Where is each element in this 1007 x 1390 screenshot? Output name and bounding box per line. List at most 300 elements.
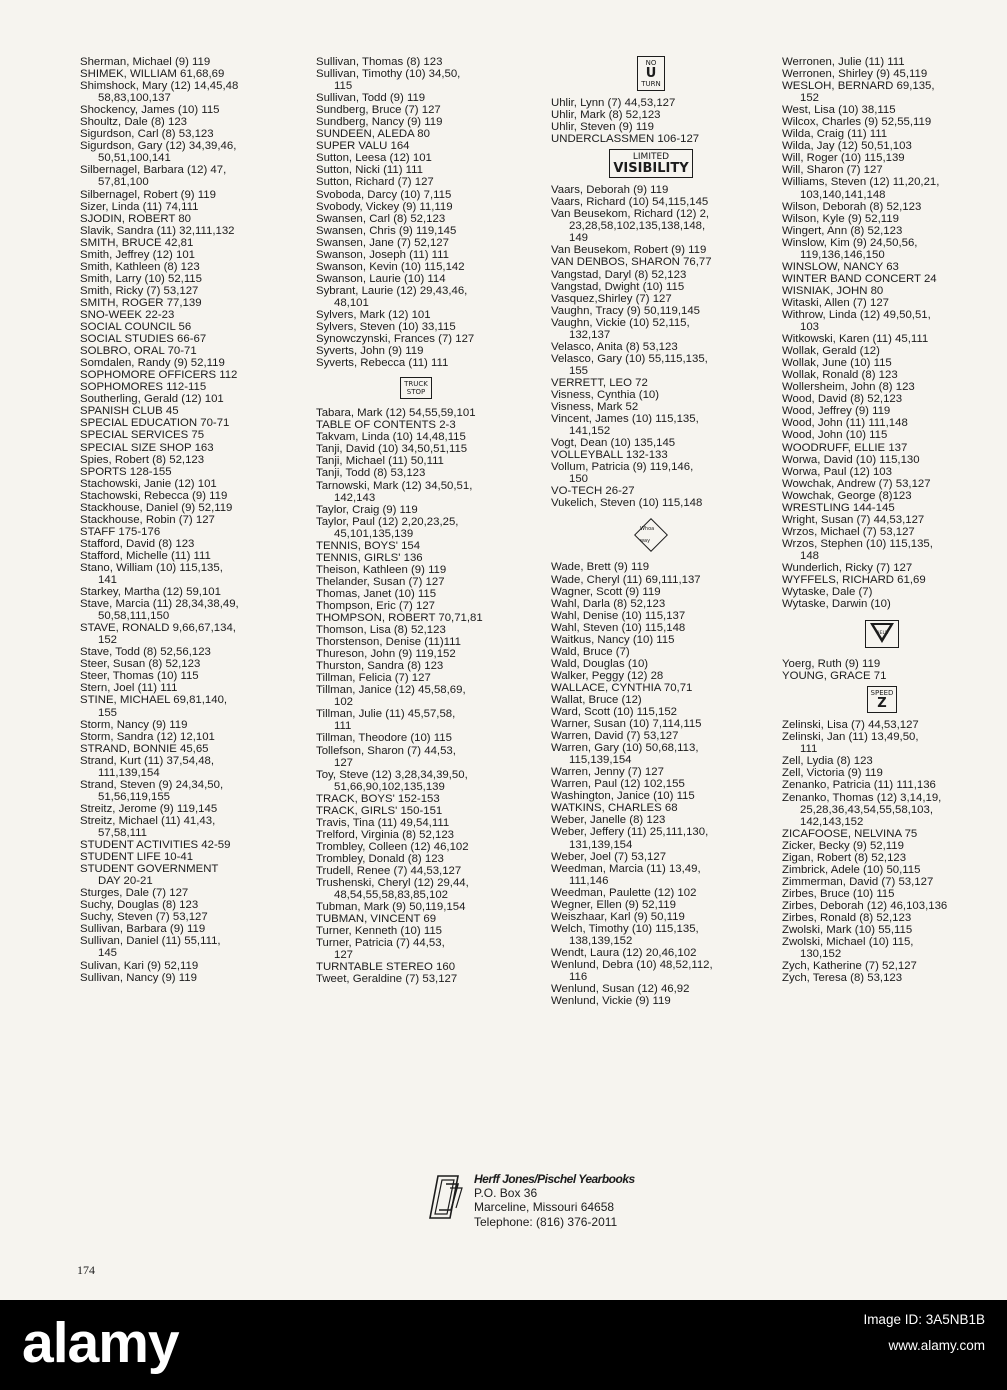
alamy-logo: alamy (22, 1311, 179, 1375)
index-entry: Sullivan, Barbara (9) 119 (80, 923, 206, 936)
index-entry: Sundberg, Bruce (7) 127 (316, 104, 441, 117)
index-entry-continuation: 127 (334, 949, 354, 962)
index-entry: Trushenski, Cheryl (12) 29,44, (316, 877, 469, 890)
index-entry: Tarnowski, Mark (12) 34,50,51, (316, 479, 473, 492)
publisher-block (428, 1170, 728, 1230)
index-entry: VOLLEYBALL 132-133 (551, 449, 668, 462)
index-entry: Sullivan, Nancy (9) 119 (80, 971, 197, 984)
index-entry: Wright, Susan (7) 44,53,127 (782, 513, 925, 526)
index-entry: STUDENT LIFE 10-41 (80, 851, 194, 864)
index-entry: Wrzos, Stephen (10) 115,135, (782, 537, 933, 550)
index-entry: Thureson, John (9) 119,152 (316, 648, 456, 661)
index-entry: Zych, Teresa (8) 53,123 (782, 972, 903, 985)
index-entry: Storm, Nancy (9) 119 (80, 718, 188, 731)
index-entry-continuation: 111,146 (569, 874, 609, 887)
index-entry: Swansen, Chris (9) 119,145 (316, 224, 457, 237)
index-entry-continuation: 45,101,135,139 (334, 527, 414, 540)
index-entry: Stave, Marcia (11) 28,34,38,49, (80, 598, 239, 611)
index-entry: Sigurdson, Carl (8) 53,123 (80, 128, 214, 141)
index-entry: Trudell, Renee (7) 44,53,127 (316, 865, 462, 877)
index-entry: Warren, David (7) 53,127 (551, 730, 679, 743)
stock-site-url: www.alamy.com (888, 1338, 985, 1353)
index-entry: Sullivan, Todd (9) 119 (316, 92, 426, 105)
index-entry: Vangstad, Daryl (8) 52,123 (551, 268, 687, 281)
index-entry: Weiszhaar, Karl (9) 50,119 (551, 910, 685, 923)
index-entry: Wade, Brett (9) 119 (551, 561, 650, 574)
index-entry: Will, Sharon (7) 127 (782, 164, 883, 177)
index-entry: Wingert, Ann (8) 52,123 (782, 224, 903, 237)
index-entry: Wollersheim, John (8) 123 (782, 381, 915, 394)
publisher-address-line-2: Marceline, Missouri 64658 (474, 1200, 615, 1215)
index-entry: Silbernagel, Robert (9) 119 (80, 188, 216, 201)
index-entry: Zenanko, Patricia (11) 111,136 (782, 779, 936, 792)
index-column-2 (316, 56, 516, 985)
index-entry-continuation: 111 (800, 743, 818, 756)
index-entry: SPECIAL SERVICES 75 (80, 429, 205, 442)
index-entry: Strand, Steven (9) 24,34,50, (80, 778, 224, 791)
index-entry: Wood, John (11) 111,148 (782, 417, 908, 430)
index-entry: Suchy, Steven (7) 53,127 (80, 911, 208, 924)
index-entry: Wood, John (10) 115 (782, 429, 888, 442)
sign-text: LIMITED (632, 152, 670, 163)
index-entry: Suchy, Douglas (8) 123 (80, 899, 199, 912)
index-entry: SOCIAL COUNCIL 56 (80, 321, 192, 334)
index-entry: Thompson, Eric (7) 127 (316, 599, 436, 612)
index-entry: SPANISH CLUB 45 (80, 405, 179, 418)
index-entry: Thurston, Sandra (8) 123 (316, 660, 444, 673)
index-entry: Swanson, Laurie (10) 114 (316, 272, 446, 285)
image-id-block (863, 1307, 985, 1359)
index-entry: SOPHOMORE OFFICERS 112 (80, 369, 238, 382)
diamond-sign-icon (551, 517, 751, 553)
index-entry: Stackhouse, Robin (7) 127 (80, 513, 215, 526)
index-entry: Trelford, Virginia (8) 52,123 (316, 828, 455, 841)
index-entry-continuation: 50,58,111,150 (98, 610, 170, 623)
index-entry: WINSLOW, NANCY 63 (782, 260, 899, 273)
index-entry: Wenlund, Vickie (9) 119 (551, 995, 671, 1008)
index-entry: Smith, Ricky (7) 53,127 (80, 284, 199, 297)
index-entry: Trombley, Colleen (12) 46,102 (316, 840, 469, 853)
index-entry-continuation: 142,143 (334, 491, 376, 504)
index-entry: Thorstenson, Denise (11)111 (316, 636, 461, 649)
index-entry: Wollak, Ronald (8) 123 (782, 369, 898, 382)
publisher-logo-icon (428, 1172, 468, 1222)
index-entry: Wilcox, Charles (9) 52,55,119 (782, 116, 932, 129)
index-entry-continuation: 57,58,111 (98, 827, 147, 839)
index-entry-continuation: 111 (334, 720, 352, 733)
index-entry: Swanson, Joseph (11) 111 (316, 248, 449, 261)
index-entry: Svobody, Vickey (9) 11,119 (316, 200, 453, 213)
index-entry: TURNTABLE STEREO 160 (316, 961, 456, 974)
index-column-3 (551, 56, 751, 1007)
index-entry: Theison, Kathleen (9) 119 (316, 563, 447, 576)
index-entry: Wowchak, Andrew (7) 53,127 (782, 477, 931, 490)
index-entry: Uhlir, Lynn (7) 44,53,127 (551, 97, 676, 109)
index-entry: WESLOH, BERNARD 69,135, (782, 80, 935, 93)
index-entry: Swanson, Kevin (10) 115,142 (316, 260, 465, 273)
index-entry: Warren, Paul (12) 102,155 (551, 778, 685, 791)
index-entry-continuation: 103,140,141,148 (800, 188, 886, 201)
index-entry: Zimmerman, David (7) 53,127 (782, 875, 934, 888)
sign-text: STOP (406, 388, 426, 397)
index-entry: Uhlir, Steven (9) 119 (551, 121, 654, 134)
index-entry-continuation: 149 (569, 232, 589, 245)
index-entry: Vollum, Patricia (9) 119,146, (551, 461, 694, 474)
index-entry: Streitz, Jerome (9) 119,145 (80, 802, 218, 815)
index-entry-continuation: 155 (569, 364, 589, 377)
index-entry-continuation: 131,139,154 (569, 838, 633, 851)
index-entry: Wytaske, Dale (7) (782, 586, 873, 599)
index-entry: Stave, Todd (8) 52,56,123 (80, 646, 211, 659)
index-entry: Syverts, Rebecca (11) 111 (316, 357, 449, 370)
uturn-sign-icon (551, 56, 751, 91)
index-entry: Zwolski, Mark (10) 55,115 (782, 924, 913, 937)
index-entry: Weedman, Paulette (12) 102 (551, 886, 697, 899)
index-entry: Stachowski, Rebecca (9) 119 (80, 489, 228, 502)
index-entry: SHIMEK, WILLIAM 61,68,69 (80, 68, 225, 81)
index-entry: Steer, Thomas (10) 115 (80, 670, 199, 683)
index-entry: Spies, Robert (8) 52,123 (80, 453, 205, 466)
index-entry: Tillman, Julie (11) 45,57,58, (316, 708, 456, 721)
index-entry-continuation: 155 (98, 706, 118, 719)
index-entry: SOLBRO, ORAL 70-71 (80, 345, 197, 358)
index-entry: Werronen, Shirley (9) 45,119 (782, 68, 928, 81)
index-entry: Sullivan, Timothy (10) 34,50, (316, 68, 461, 81)
index-entry: VERRETT, LEO 72 (551, 376, 648, 389)
index-entry: Sullivan, Daniel (11) 55,111, (80, 935, 221, 948)
index-entry: Silbernagel, Barbara (12) 47, (80, 164, 227, 177)
stock-watermark-footer (0, 1300, 1007, 1390)
index-entry: Wytaske, Darwin (10) (782, 598, 891, 611)
sign-text: NO (645, 59, 657, 67)
index-entry-continuation: 115 (334, 80, 353, 93)
index-entry: Tweet, Geraldine (7) 53,127 (316, 973, 458, 986)
index-entry: Witaski, Allen (7) 127 (782, 296, 889, 309)
index-entry: Zigan, Robert (8) 52,123 (782, 851, 907, 864)
index-entry: TUBMAN, VINCENT 69 (316, 913, 437, 926)
index-entry: Storm, Sandra (12) 12,101 (80, 730, 215, 743)
index-entry: WYFFELS, RICHARD 61,69 (782, 574, 926, 587)
index-entry: Stachowski, Janie (12) 101 (80, 477, 217, 490)
index-entry: Weber, Janelle (8) 123 (551, 814, 666, 827)
index-entry: Vaughn, Vickie (10) 52,115, (551, 316, 690, 329)
index-entry: Warner, Susan (10) 7,114,115 (551, 718, 702, 731)
index-entry-continuation: 127 (334, 756, 354, 769)
index-entry-continuation: 51,66,90,102,135,139 (334, 780, 445, 793)
index-entry: Travis, Tina (11) 49,54,111 (316, 816, 450, 829)
index-entry: Tanji, Michael (11) 50,111 (316, 455, 444, 468)
index-entry-continuation: 119,136,146,150 (800, 248, 885, 261)
index-entry: Vasquez,Shirley (7) 127 (551, 292, 672, 305)
index-entry: Stackhouse, Daniel (9) 52,119 (80, 501, 233, 514)
index-entry: UNDERCLASSMEN 106-127 (551, 133, 700, 146)
index-entry: Tubman, Mark (9) 50,119,154 (316, 901, 466, 914)
index-entry: Taylor, Craig (9) 119 (316, 503, 418, 516)
index-entry-continuation: 116 (569, 971, 588, 984)
index-entry: SNO-WEEK 22-23 (80, 308, 175, 321)
index-entry-continuation: 138,139,152 (569, 934, 633, 947)
sign-text: Whoa way (640, 526, 655, 545)
index-entry: WALLACE, CYNTHIA 70,71 (551, 681, 693, 694)
index-column-1 (80, 56, 280, 984)
index-entry: Wendt, Laura (12) 20,46,102 (551, 946, 697, 959)
index-entry: STRAND, BONNIE 45,65 (80, 742, 209, 755)
index-column-4 (782, 56, 982, 984)
index-entry-continuation: 51,56,119,155 (98, 790, 170, 803)
index-entry-continuation: 130,152 (800, 948, 842, 961)
index-entry: Syverts, John (9) 119 (316, 345, 424, 358)
index-entry: Stafford, Michelle (11) 111 (80, 549, 211, 562)
index-entry: Zenanko, Thomas (12) 3,14,19, (782, 791, 942, 804)
index-entry: Wrzos, Michael (7) 53,127 (782, 525, 915, 538)
index-entry-continuation: DAY 20-21 (98, 875, 153, 888)
index-entry: Zicker, Becky (9) 52,119 (782, 839, 904, 852)
index-entry: Visness, Cynthia (10) (551, 388, 660, 401)
index-entry: Stern, Joel (11) 111 (80, 682, 178, 695)
index-entry: Shoultz, Dale (8) 123 (80, 116, 188, 129)
index-entry: Wunderlich, Ricky (7) 127 (782, 561, 913, 574)
index-entry: Somdalen, Randy (9) 52,119 (80, 357, 225, 370)
index-entry: Wenlund, Susan (12) 46,92 (551, 983, 690, 996)
index-entry: TRACK, BOYS' 152-153 (316, 792, 440, 805)
index-entry: Tillman, Janice (12) 45,58,69, (316, 684, 466, 697)
index-entry: Will, Roger (10) 115,139 (782, 152, 905, 165)
index-entry: Thelander, Susan (7) 127 (316, 575, 445, 588)
publisher-telephone: Telephone: (816) 376-2011 (474, 1214, 618, 1229)
index-entry: Turner, Patricia (7) 44,53, (316, 937, 445, 950)
index-entry: Turner, Kenneth (10) 115 (316, 925, 443, 938)
sign-text: VISIBILITY (613, 161, 689, 177)
index-entry: Zirbes, Ronald (8) 52,123 (782, 912, 912, 924)
index-entry: Worwa, David (10) 115,130 (782, 453, 920, 466)
index-entry-continuation: 141,152 (569, 425, 611, 438)
index-entry-continuation: 152 (800, 92, 820, 105)
yield-sign-icon (782, 616, 982, 652)
index-entry: Vaars, Deborah (9) 119 (551, 184, 669, 197)
index-entry: TENNIS, BOYS' 154 (316, 539, 421, 552)
index-entry: Zelinski, Lisa (7) 44,53,127 (782, 719, 919, 732)
index-entry-continuation: 103 (800, 321, 820, 334)
index-entry: Tillman, Theodore (10) 115 (316, 732, 452, 745)
index-entry-continuation: 142,143,152 (800, 815, 864, 828)
index-entry: Sundberg, Nancy (9) 119 (316, 116, 443, 129)
index-entry: STAFF 175-176 (80, 525, 161, 538)
index-entry: WOODRUFF, ELLIE 137 (782, 441, 908, 454)
index-entry-continuation: 152 (98, 634, 118, 647)
index-entry: Zych, Katherine (7) 52,127 (782, 960, 917, 973)
index-entry: Uhlir, Mark (8) 52,123 (551, 109, 661, 122)
index-entry-continuation: 48,54,55,58,83,85,102 (334, 889, 449, 902)
index-entry: TRACK, GIRLS' 150-151 (316, 804, 443, 817)
sign-text: Z (877, 696, 887, 712)
index-entry: Wagner, Scott (9) 119 (551, 585, 661, 598)
index-entry-continuation: 115,139,154 (569, 754, 632, 767)
index-entry: VAN DENBOS, SHARON 76,77 (551, 256, 712, 269)
index-entry: Zirbes, Deborah (12) 46,103,136 (782, 899, 948, 912)
index-entry: Weber, Joel (7) 53,127 (551, 850, 667, 863)
index-entry: Velasco, Anita (8) 53,123 (551, 340, 678, 353)
index-entry-continuation: 23,28,58,102,135,138,148, (569, 220, 706, 233)
index-entry: Warren, Gary (10) 50,68,113, (551, 742, 699, 755)
index-entry: Warren, Jenny (7) 127 (551, 766, 664, 779)
index-entry: Yoerg, Ruth (9) 119 (782, 658, 881, 671)
index-entry: Tollefson, Sharon (7) 44,53, (316, 744, 456, 757)
index-entry-continuation: 50,51,100,141 (98, 152, 171, 165)
index-entry: Taylor, Paul (12) 2,20,23,25, (316, 515, 459, 528)
index-entry: SMITH, ROGER 77,139 (80, 296, 202, 309)
index-entry: Swansen, Carl (8) 52,123 (316, 212, 446, 225)
speed-sign-icon (782, 686, 982, 713)
index-entry: Sylvers, Steven (10) 33,115 (316, 321, 456, 334)
index-entry: SPECIAL SIZE SHOP 163 (80, 441, 214, 454)
index-entry: Vogt, Dean (10) 135,145 (551, 437, 676, 450)
index-entry: Shockency, James (10) 115 (80, 104, 220, 117)
index-entry: Thomas, Janet (10) 115 (316, 587, 437, 600)
index-entry: Sullivan, Thomas (8) 123 (316, 56, 443, 68)
index-entry: Takvam, Linda (10) 14,48,115 (316, 431, 466, 444)
index-entry-continuation: 25,28,36,43,54,55,58,103, (800, 803, 934, 816)
index-entry-continuation: 132,137 (569, 328, 611, 341)
index-entry: Welch, Timothy (10) 115,135, (551, 922, 699, 935)
index-entry: Wade, Cheryl (11) 69,111,137 (551, 573, 701, 586)
index-entry: WATKINS, CHARLES 68 (551, 802, 678, 815)
publisher-address-line-1: P.O. Box 36 (474, 1186, 538, 1201)
index-entry: WRESTLING 144-145 (782, 501, 895, 514)
index-entry: Swansen, Jane (7) 52,127 (316, 236, 449, 249)
index-entry: Smith, Kathleen (8) 123 (80, 260, 200, 273)
index-entry: Sulivan, Kari (9) 52,119 (80, 959, 199, 972)
index-entry: Wald, Douglas (10) (551, 657, 649, 670)
index-entry: SPECIAL EDUCATION 70-71 (80, 417, 230, 430)
index-entry: Wenlund, Debra (10) 48,52,112, (551, 959, 713, 971)
index-entry: Wegner, Ellen (9) 52,119 (551, 898, 676, 911)
index-entry: Wald, Bruce (7) (551, 645, 630, 658)
index-entry: Shimshock, Mary (12) 14,45,48 (80, 80, 239, 93)
index-entry: Zimbrick, Adele (10) 50,115 (782, 863, 921, 876)
index-entry: VO-TECH 26-27 (551, 485, 635, 498)
index-entry: Werronen, Julie (11) 111 (782, 56, 905, 68)
index-entry: Velasco, Gary (10) 55,115,135, (551, 352, 708, 365)
index-entry: Vangstad, Dwight (10) 115 (551, 280, 685, 293)
index-entry: Wollak, June (10) 115 (782, 357, 892, 370)
index-entry: Vaughn, Tracy (9) 50,119,145 (551, 304, 701, 317)
index-entry: SUNDEEN, ALEDA 80 (316, 128, 430, 141)
index-entry-continuation: 58,83,100,137 (98, 92, 171, 105)
index-entry: Synowczynski, Frances (7) 127 (316, 333, 475, 346)
index-entry: TENNIS, GIRLS' 136 (316, 551, 423, 564)
index-entry: TABLE OF CONTENTS 2-3 (316, 419, 456, 432)
index-entry-continuation: 111,139,154 (98, 766, 160, 779)
index-entry: STUDENT ACTIVITIES 42-59 (80, 839, 231, 852)
index-entry: Sizer, Linda (11) 74,111 (80, 200, 199, 213)
index-entry: Wilson, Kyle (9) 52,119 (782, 212, 899, 225)
sign-text: TRUCK (404, 380, 428, 389)
index-entry: ZICAFOOSE, NELVINA 75 (782, 827, 918, 840)
index-entry: WINTER BAND CONCERT 24 (782, 272, 937, 285)
index-entry: Zirbes, Bruce (10) 115 (782, 887, 895, 900)
index-entry-continuation: 148 (800, 549, 820, 562)
index-entry: Starkey, Martha (12) 59,101 (80, 586, 221, 599)
index-entry: Steer, Susan (8) 52,123 (80, 658, 201, 671)
index-entry: Slavik, Sandra (11) 32,111,132 (80, 224, 235, 237)
index-entry: Zelinski, Jan (11) 13,49,50, (782, 731, 919, 744)
index-entry: Thomson, Lisa (8) 52,123 (316, 624, 446, 637)
index-entry: Stafford, David (8) 123 (80, 537, 195, 550)
index-entry: Smith, Jeffrey (12) 101 (80, 248, 196, 261)
index-entry: THOMPSON, ROBERT 70,71,81 (316, 612, 483, 625)
index-entry: Walker, Peggy (12) 28 (551, 669, 664, 682)
index-entry: Van Beusekom, Richard (12) 2, (551, 208, 710, 221)
index-entry: Weedman, Marcia (11) 13,49, (551, 862, 701, 875)
index-entry: Wahl, Denise (10) 115,137 (551, 609, 686, 622)
index-entry: Wallat, Bruce (12) (551, 693, 642, 706)
index-entry: Trombley, Donald (8) 123 (316, 852, 444, 865)
index-entry: STAVE, RONALD 9,66,67,134, (80, 622, 236, 635)
index-entry: Sigurdson, Gary (12) 34,39,46, (80, 140, 237, 153)
truck-sign-icon (316, 377, 516, 399)
index-entry: Visness, Mark 52 (551, 401, 639, 414)
index-entry: Ward, Scott (10) 115,152 (551, 706, 677, 719)
index-entry: STUDENT GOVERNMENT (80, 863, 219, 876)
index-entry: STINE, MICHAEL 69,81,140, (80, 694, 228, 707)
sign-text: SPEED (870, 689, 894, 698)
index-entry: SOPHOMORES 112-115 (80, 381, 207, 394)
index-entry: Waitkus, Nancy (10) 115 (551, 633, 675, 646)
index-entry: Wahl, Steven (10) 115,148 (551, 621, 686, 634)
index-entry: Washington, Janice (10) 115 (551, 790, 695, 803)
index-entry: Wilson, Deborah (8) 52,123 (782, 200, 922, 213)
index-entry: Zwolski, Michael (10) 115, (782, 936, 914, 949)
index-entry: Sturges, Dale (7) 127 (80, 887, 189, 900)
index-entry: Stano, William (10) 115,135, (80, 561, 223, 574)
index-entry: Withrow, Linda (12) 49,50,51, (782, 308, 931, 321)
sign-text: YIELD (875, 631, 889, 637)
index-entry: Winslow, Kim (9) 24,50,56, (782, 236, 918, 249)
sign-text: U (645, 66, 657, 81)
page-number: 174 (77, 1263, 95, 1277)
index-entry: Zell, Lydia (8) 123 (782, 755, 873, 768)
index-entry: Toy, Steve (12) 3,28,34,39,50, (316, 768, 468, 781)
index-entry: Zell, Victoria (9) 119 (782, 767, 883, 780)
index-entry: Sutton, Richard (7) 127 (316, 176, 434, 189)
index-entry: Sutton, Nicki (11) 111 (316, 164, 423, 177)
index-entry: Witkowski, Karen (11) 45,111 (782, 333, 929, 346)
index-entry: Van Beusekom, Robert (9) 119 (551, 244, 707, 257)
index-entry: SOCIAL STUDIES 66-67 (80, 333, 207, 346)
index-entry: Tillman, Felicia (7) 127 (316, 672, 431, 685)
index-entry: Southerling, Gerald (12) 101 (80, 393, 224, 406)
index-entry: Wahl, Darla (8) 52,123 (551, 597, 666, 610)
index-entry: Worwa, Paul (12) 103 (782, 465, 892, 478)
index-entry: Svoboda, Darcy (10) 7,115 (316, 188, 452, 201)
index-entry: Wollak, Gerald (12) (782, 345, 880, 358)
index-entry: Wowchak, George (8)123 (782, 489, 912, 502)
index-entry: Vincent, James (10) 115,135, (551, 413, 699, 426)
limited-sign-icon (551, 149, 751, 178)
index-entry: Strand, Kurt (11) 37,54,48, (80, 754, 215, 767)
index-entry: YOUNG, GRACE 71 (782, 670, 887, 683)
index-entry: Vaars, Richard (10) 54,115,145 (551, 196, 709, 209)
index-entry: Vukelich, Steven (10) 115,148 (551, 497, 703, 510)
index-entry: Tanji, Todd (8) 53,123 (316, 467, 426, 480)
publisher-name: Herff Jones/Pischel Yearbooks (474, 1172, 635, 1186)
index-entry: Wilda, Jay (12) 50,51,103 (782, 140, 912, 153)
index-entry: SUPER VALU 164 (316, 140, 410, 153)
index-entry: Sutton, Leesa (12) 101 (316, 152, 432, 165)
sign-text: TURN (641, 80, 661, 88)
index-entry: Sybrant, Laurie (12) 29,43,46, (316, 284, 468, 297)
index-entry: Tabara, Mark (12) 54,55,59,101 (316, 407, 476, 420)
